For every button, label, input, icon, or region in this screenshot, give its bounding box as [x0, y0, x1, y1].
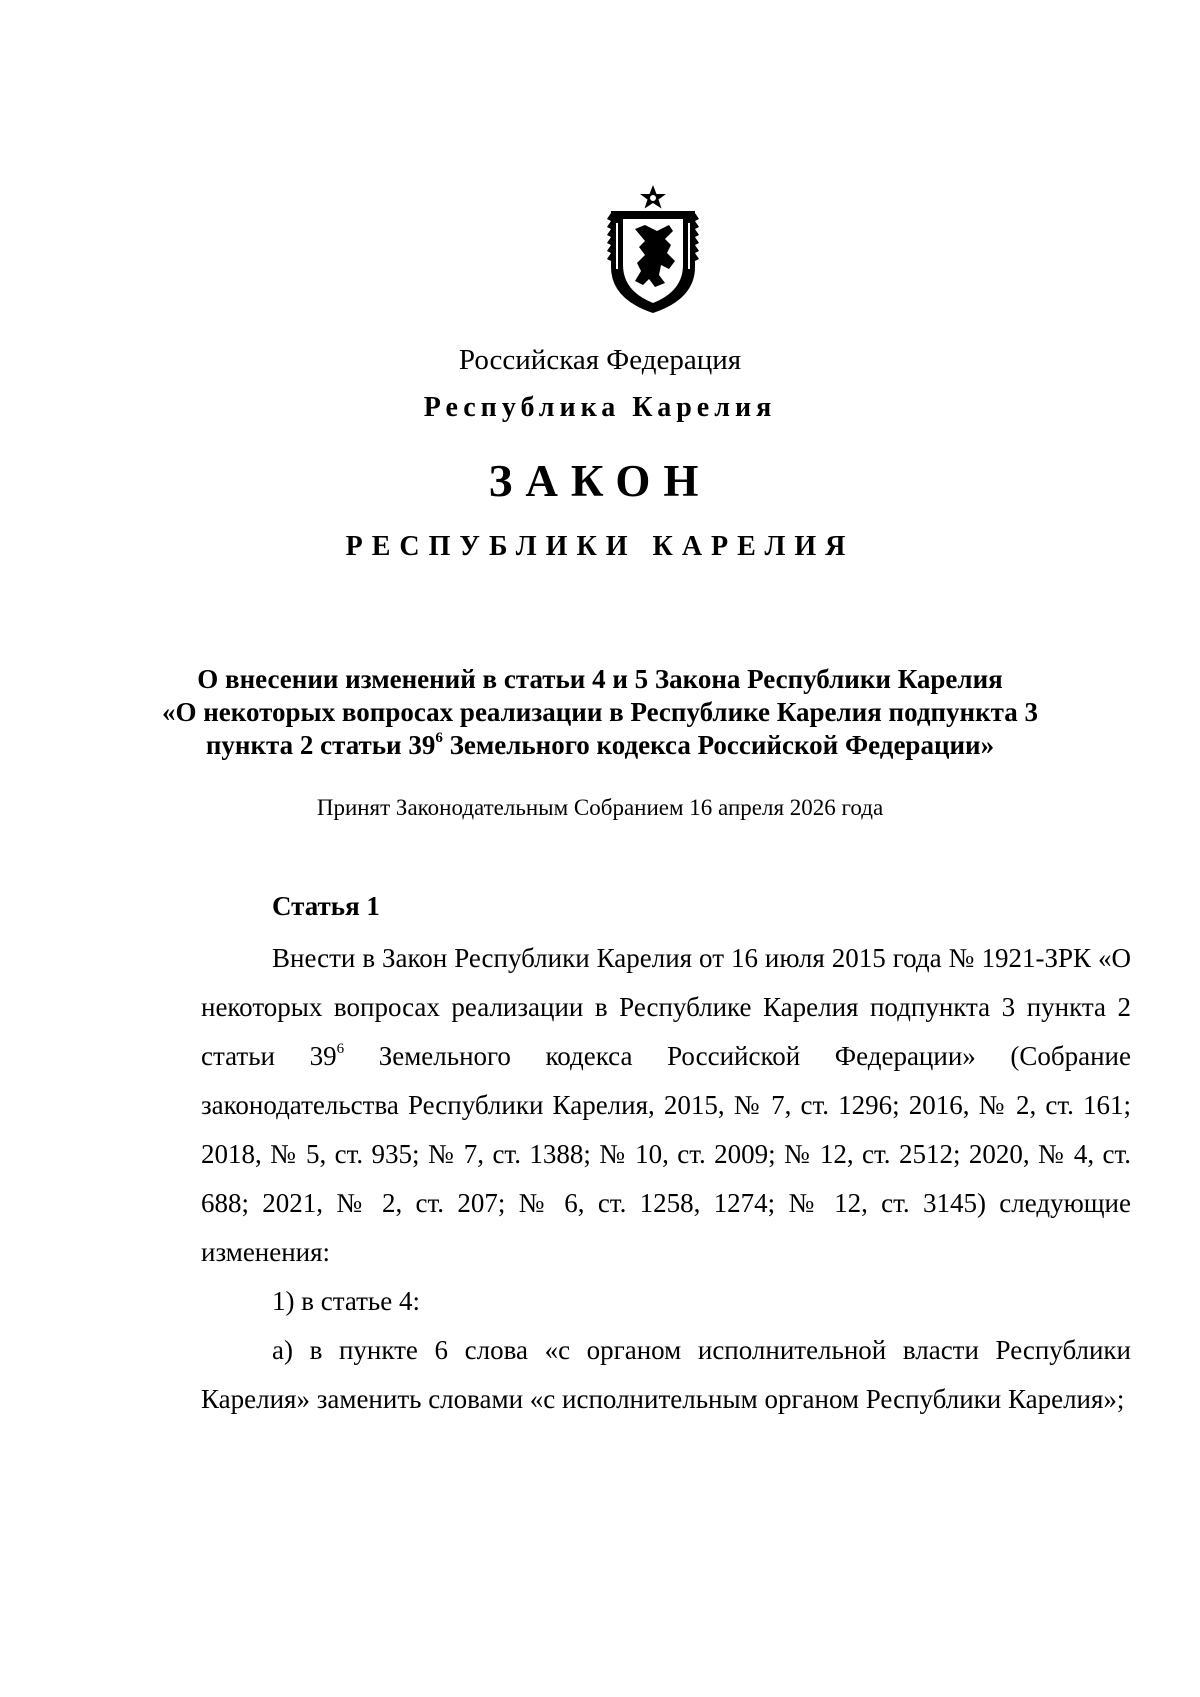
title-superscript: 6 — [435, 730, 443, 746]
karelia-coat-of-arms-icon — [605, 183, 701, 315]
title-line-1: О внесении изменений в статьи 4 и 5 Закона Республики Карелия — [197, 664, 1003, 694]
law-label: ЗАКОН — [488, 456, 712, 506]
article-1-heading: Статья 1 — [272, 891, 380, 921]
article-1-item-1: 1) в статье 4: — [272, 1286, 420, 1316]
title-line-2: «О некоторых вопросах реализации в Республике Карелия подпункта 3 — [162, 697, 1038, 727]
title-line-3 — [130, 729, 1070, 762]
intro-text-start: Внести в Закон Республики Карелия от 16 июля 2015 года № 1921-ЗРК «О некоторых вопросах реализации в Республике Карелия подпункта 3 пункта 2 статьи 39 — [201, 943, 1131, 1071]
title-line-3-end: Земельного кодекса Российской Федерации» — [442, 730, 995, 760]
federation-header: Российская Федерация — [458, 344, 742, 376]
law-of-republic: РЕСПУБЛИКИ КАРЕЛИЯ — [345, 531, 855, 562]
article-1-body — [201, 934, 1131, 1424]
title-line-3-start: пункта 2 статьи 39 — [205, 730, 436, 760]
article-1-intro — [201, 934, 1131, 1277]
law-title — [130, 663, 1070, 762]
republic-header: Республика Карелия — [423, 392, 777, 423]
intro-superscript: 6 — [336, 1041, 345, 1057]
article-1-item-1a: а) в пункте 6 слова «с органом исполнительной власти Республики Карелия» заменить словами «с исполнительным органом Республики Карелия»; — [201, 1335, 1131, 1414]
adoption-date: Принят Законодательным Собранием 16 апреля 2026 года — [316, 795, 884, 820]
intro-text-end: Земельного кодекса Российской Федерации» (Собрание законодательства Республики Карелия, 2015, № 7, ст. 1296; 2016, № 2, ст. 161; 2018, № 5, ст. 935; № 7, ст. 1388; № 10, ст. 2009; № 12, ст. 2512; 2020, № 4, ст. 688; 2021, № 2, ст. 207; № 6, ст. 1258, 1274; № 12, ст. 3145) следующие изменения: — [201, 1041, 1131, 1267]
